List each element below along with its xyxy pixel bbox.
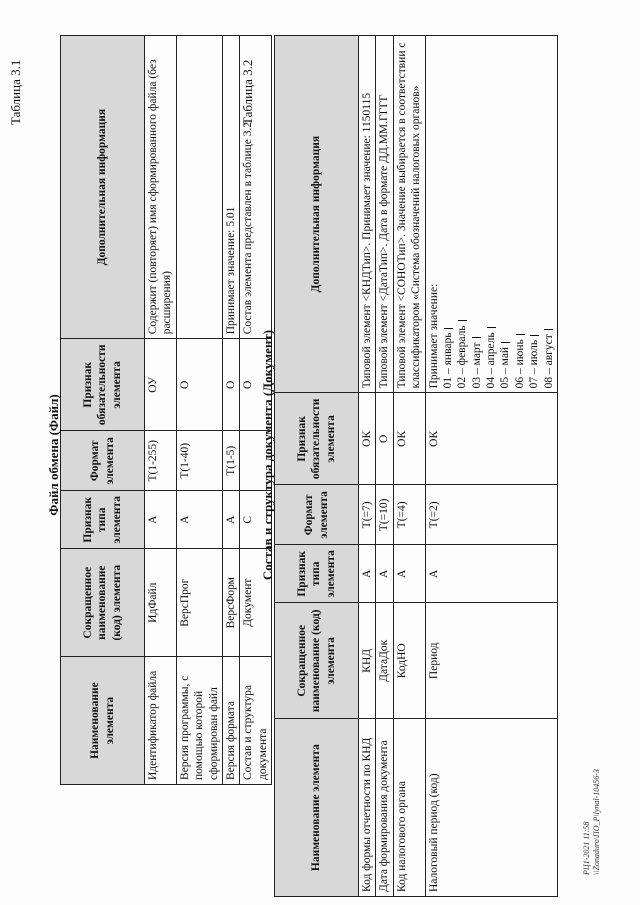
table-cell: КодНО: [393, 603, 425, 719]
period-value: 03 – март: [470, 40, 484, 388]
table-cell: О: [176, 339, 222, 431]
period-value: 05 – май: [498, 40, 512, 388]
table-cell: А: [145, 491, 177, 549]
period-value: 07 – июль: [527, 40, 541, 388]
document-structure-table: [274, 35, 558, 897]
table-row: [393, 36, 425, 897]
period-value: 08 – август: [542, 40, 556, 388]
period-list: [441, 40, 556, 388]
header-cell: Признак обязательности элемента: [275, 393, 359, 485]
table-cell: ИдФайл: [145, 549, 177, 657]
table-cell: Содержит (повторяет) имя сформированного файла (без расширения): [145, 36, 177, 339]
header-cell: Формат элемента: [275, 485, 359, 545]
table-header-row: [61, 36, 145, 785]
table-cell: ОК: [359, 393, 376, 485]
table-cell: Типовой элемент <КНДТип>. Принимает значение: 1150115: [359, 36, 376, 393]
period-value: 06 – июнь: [513, 40, 527, 388]
table-cell: T(1-40): [176, 431, 222, 491]
table-title: Файл обмена (Файл): [46, 394, 61, 516]
footer-line: РЦ1-2021 11:58: [582, 821, 591, 875]
exchange-file-table: [60, 35, 272, 785]
table-cell: T(1-255): [145, 431, 177, 491]
table-cell: ВерсПрог: [176, 549, 222, 657]
table-cell: Версия формата: [222, 657, 239, 785]
table-cell: А: [222, 491, 239, 549]
table-cell: А: [176, 491, 222, 549]
table-row: [359, 36, 376, 897]
table-header-row: [275, 36, 359, 897]
period-value: 02 – февраль: [455, 40, 469, 388]
header-cell: Признак типа элемента: [61, 491, 145, 549]
table-cell: КНД: [359, 603, 376, 719]
header-cell: Признак обязательности элемента: [61, 339, 145, 431]
table-cell: ОУ: [145, 339, 177, 431]
table-cell: Типовой элемент <СОНОТип>. Значение выбирается в соответствии с классификатором «Система обозначений налоговых органов»: [393, 36, 425, 393]
footer-line: \\Zonaduro\ПО_Р\lynal-10456-3: [591, 769, 601, 875]
header-cell: Сокращенное наименование (код) элемента: [275, 603, 359, 719]
table-cell: О: [240, 339, 272, 431]
header-cell: Дополнительная информация: [61, 36, 145, 339]
footer-stamp: [582, 769, 601, 875]
table-caption: Таблица 3.1: [8, 59, 23, 125]
table-cell: Типовой элемент <ДатаТип>. Дата в формате ДД.ММ.ГГГГ: [376, 36, 393, 393]
table-cell: ОК: [425, 393, 557, 485]
table-row: [222, 36, 239, 785]
table-row: [176, 36, 222, 785]
table-cell: А: [393, 545, 425, 603]
table-cell: ОК: [393, 393, 425, 485]
table-cell: Дата формирования документа: [376, 719, 393, 897]
table-cell: T(=4): [393, 485, 425, 545]
table-cell: Принимает значение: 5.01: [222, 36, 239, 339]
table-cell: T(=10): [376, 485, 393, 545]
header-cell: Сокращенное наименование (код) элемента: [61, 549, 145, 657]
period-intro: Принимает значение:: [427, 283, 440, 389]
table-cell: С: [240, 491, 272, 549]
header-cell: Наименование элемента: [61, 657, 145, 785]
table-cell: Код формы отчетности по КНД: [359, 719, 376, 897]
table-cell: Состав и структура документа: [240, 657, 272, 785]
table-cell: Версия программы, с помощью которой сформирован файл: [176, 657, 222, 785]
table-cell: T(=7): [359, 485, 376, 545]
table-title: Состав и структура документа (Документ): [260, 329, 275, 581]
table-caption: Таблица 3.2: [240, 59, 255, 125]
table-row: [376, 36, 393, 897]
table-cell: О: [222, 339, 239, 431]
table-row: [145, 36, 177, 785]
table-cell: ВерсФорм: [222, 549, 239, 657]
period-value: 01 – январь: [441, 40, 455, 388]
header-cell: Формат элемента: [61, 431, 145, 491]
table-cell: О: [376, 393, 393, 485]
header-cell: Дополнительная информация: [275, 36, 359, 393]
table-cell: T(=2): [425, 485, 557, 545]
table-cell: ДатаДок: [376, 603, 393, 719]
table-cell: Состав элемента представлен в таблице 3.2: [240, 36, 272, 339]
table-cell: Период: [425, 603, 557, 719]
table-cell: А: [425, 545, 557, 603]
period-value: 04 – апрель: [484, 40, 498, 388]
table-cell: А: [359, 545, 376, 603]
table-cell: [425, 36, 557, 393]
table-row: [425, 36, 557, 897]
table-cell: [176, 36, 222, 339]
table-cell: Документ: [240, 549, 272, 657]
table-cell: Налоговый период (код): [425, 719, 557, 897]
table-cell: Идентификатор файла: [145, 657, 177, 785]
header-cell: Наименование элемента: [275, 719, 359, 897]
table-cell: T(1-5): [222, 431, 239, 491]
header-cell: Признак типа элемента: [275, 545, 359, 603]
table-cell: Код налогового органа: [393, 719, 425, 897]
table-cell: А: [376, 545, 393, 603]
